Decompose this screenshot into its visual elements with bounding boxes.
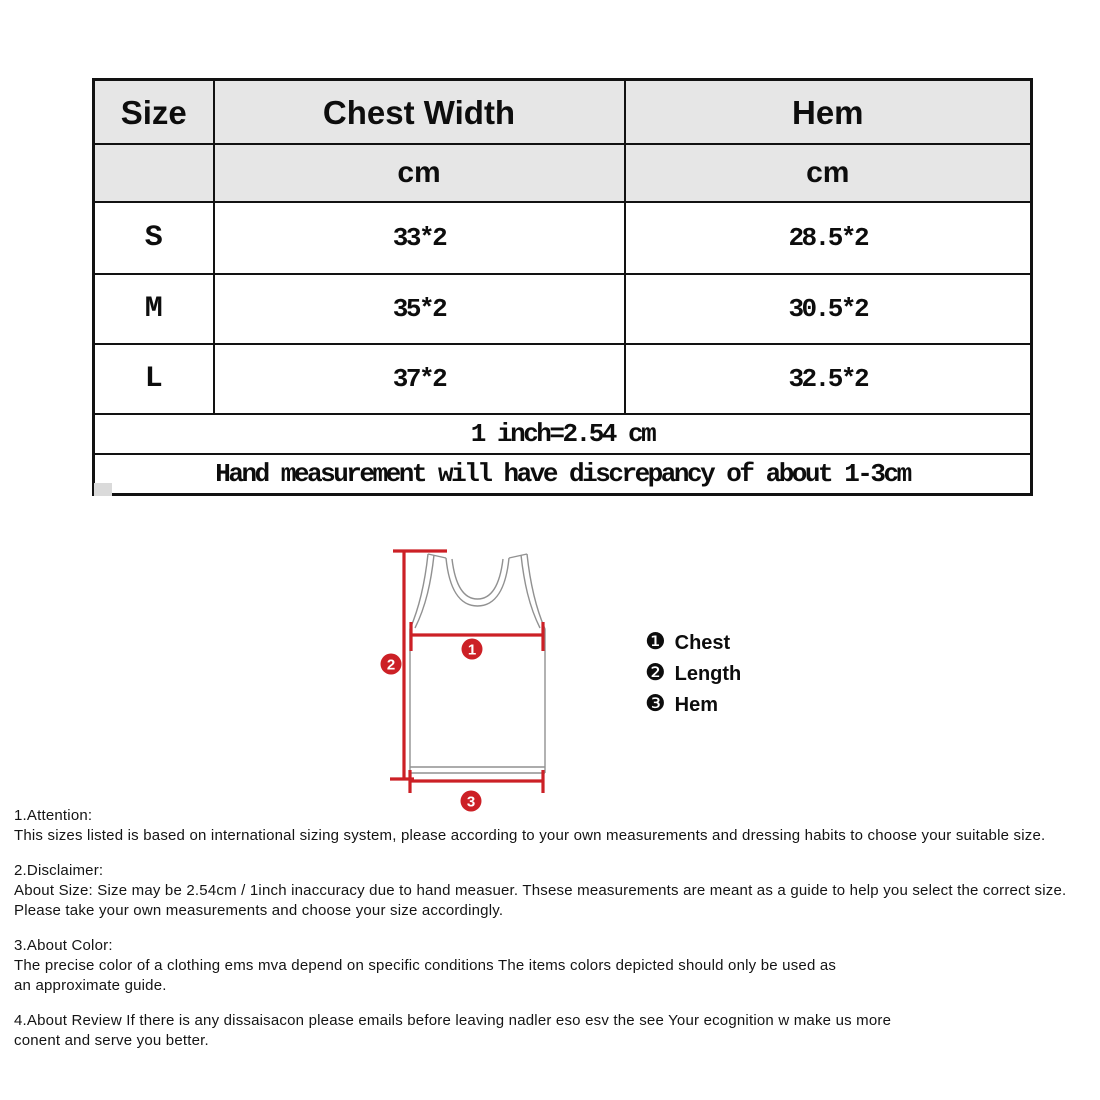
garment-measurement-diagram — [360, 540, 580, 825]
table-unit-row — [94, 144, 1032, 202]
table-row-s — [94, 202, 1032, 274]
hem-value: 30.5*2 — [625, 274, 1032, 344]
note-disclaimer — [14, 861, 1094, 921]
hem-value: 28.5*2 — [625, 202, 1032, 274]
note-about-review — [14, 1011, 1094, 1051]
length-marker-digit: 2 — [386, 656, 396, 674]
circled-2-icon: ❷ — [645, 660, 666, 686]
legend-label-chest: Chest — [674, 631, 731, 654]
note-text: an approximate guide. — [14, 977, 167, 994]
size-value: M — [94, 274, 214, 344]
circled-3-icon: ❸ — [645, 691, 666, 717]
hem-value: 32.5*2 — [625, 344, 1032, 414]
note-text: About Size: Size may be 2.54cm / 1inch inaccuracy due to hand measuer. Thsese measurements are meant as a guide to help you select the correct size. — [14, 882, 1067, 899]
measurement-note-row — [94, 454, 1032, 495]
size-value: S — [94, 202, 214, 274]
chest-width-value: 35*2 — [214, 274, 625, 344]
note-title: 3.About Color: — [14, 937, 113, 954]
legend-item-hem — [645, 689, 741, 720]
legend-label-length: Length — [674, 662, 742, 685]
size-value: L — [94, 344, 214, 414]
notes-section — [14, 806, 1094, 1066]
legend-label-hem: Hem — [674, 693, 718, 716]
note-title: 1.Attention: — [14, 807, 93, 824]
table-header-row — [94, 80, 1032, 145]
legend-item-length — [645, 658, 741, 689]
measurement-lines — [390, 551, 544, 793]
note-text: The precise color of a clothing ems mva depend on specific conditions The items colors depicted should only be used as — [14, 957, 837, 974]
size-table — [92, 78, 1033, 496]
note-title: 2.Disclaimer: — [14, 862, 104, 879]
chest-marker-digit: 1 — [467, 641, 477, 659]
col-header-hem: Hem — [625, 80, 1032, 145]
conversion-note: 1 inch=2.54 cm — [94, 414, 1032, 454]
hem-marker-digit: 3 — [466, 793, 476, 811]
table-row-l — [94, 344, 1032, 414]
unit-cell-hem: cm — [625, 144, 1032, 202]
circled-1-icon: ❶ — [645, 629, 666, 655]
chest-width-value: 33*2 — [214, 202, 625, 274]
marker-length — [381, 654, 402, 675]
tank-top-outline — [410, 554, 545, 773]
scan-artifact — [94, 483, 112, 496]
unit-cell-size — [94, 144, 214, 202]
note-about-color — [14, 936, 1094, 996]
marker-chest — [462, 639, 483, 660]
chest-width-value: 37*2 — [214, 344, 625, 414]
col-header-chest-width: Chest Width — [214, 80, 625, 145]
measurement-legend — [645, 627, 741, 720]
measurement-note: Hand measurement will have discrepancy of about 1-3cm — [94, 454, 1032, 495]
note-attention — [14, 806, 1094, 846]
note-text: 4.About Review If there is any dissaisacon please emails before leaving nadler eso esv the see Your ecognition w make us more — [14, 1012, 892, 1029]
conversion-note-row — [94, 414, 1032, 454]
note-text: conent and serve you better. — [14, 1032, 209, 1049]
note-text: Please take your own measurements and choose your size accordingly. — [14, 902, 504, 919]
col-header-size: Size — [94, 80, 214, 145]
table-row-m — [94, 274, 1032, 344]
unit-cell-chest: cm — [214, 144, 625, 202]
legend-item-chest — [645, 627, 741, 658]
note-text: This sizes listed is based on international sizing system, please according to your own measurements and dressing habits to choose your suitable size. — [14, 827, 1046, 844]
